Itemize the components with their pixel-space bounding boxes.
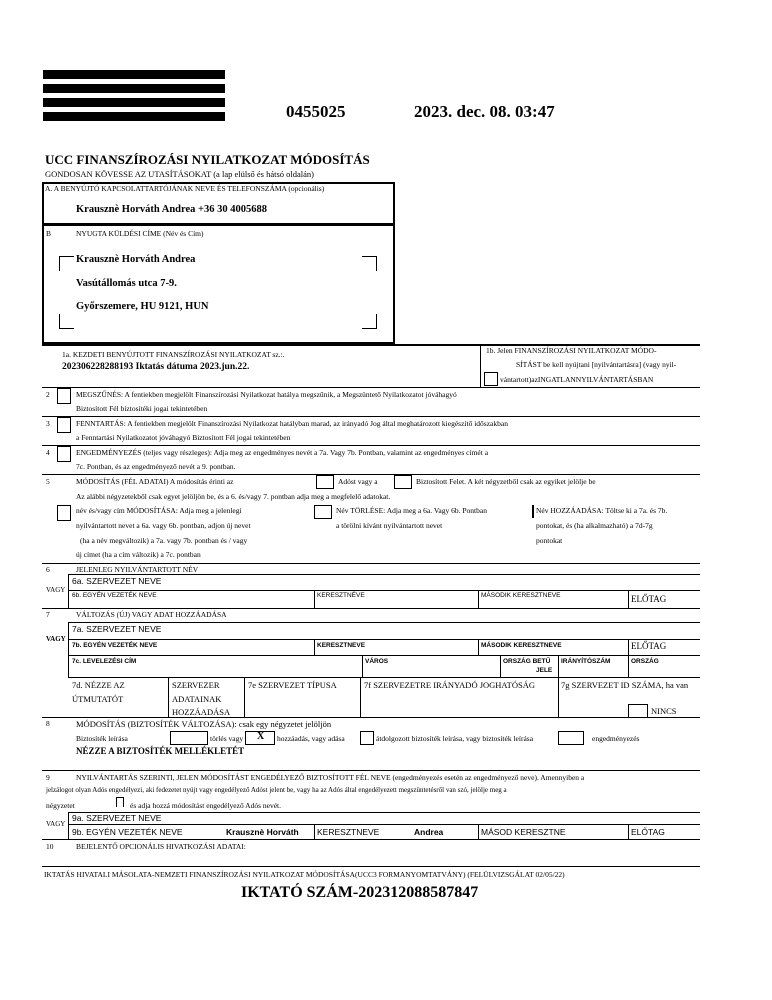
s1b-line3: vántartott)azINGATLANNYILVÁNTARTÁSBAN — [500, 375, 654, 384]
s7d-label: 7d. NÉZZE AZ — [72, 680, 125, 690]
s4-line2: 7c. Pontban, és az engedményező nevét a 9. pontban. — [76, 462, 236, 471]
s1b-line2: SÍTÁST be kell nyújtani [nyilvántartásra] (vagy nyil- — [516, 360, 677, 369]
divider — [68, 590, 700, 591]
s7-firstname-label: KERESZTNEVE — [317, 642, 366, 649]
section-number: 7 — [46, 610, 50, 619]
s9b-value: Krausznè Horváth — [226, 827, 299, 837]
s7-label: VÁLTOZÁS (ÚJ) VAGY ADAT HOZZÁADÁSA — [76, 610, 227, 619]
debtor-checkbox[interactable] — [316, 475, 334, 489]
divider — [628, 824, 629, 839]
mailing-name: Krausznè Horváth Andrea — [76, 254, 196, 265]
s6-label: JELENLEG NYILVÁNTARTOTT NÉV — [76, 565, 199, 574]
contact-value: Krausznè Horváth Andrea +36 30 4005688 — [76, 204, 267, 215]
divider — [360, 677, 361, 717]
divider — [244, 677, 245, 717]
corner-mark — [59, 256, 74, 271]
add-name-checkbox[interactable] — [532, 505, 534, 518]
section-number: 8 — [46, 719, 50, 728]
s7-org-info-label: SZERVEZER — [172, 680, 220, 690]
section-number: 4 — [46, 448, 50, 457]
s5-mod-line: név és/vagy cím MÓDOSÍTÁSA: Adja meg a jelenlegi — [76, 506, 242, 515]
section-number: 5 — [46, 477, 50, 486]
s5-del-line: Név TÖRLÉSE: Adja meg a 6a. Vagy 6b. Pontban — [336, 506, 487, 515]
change-name-checkbox[interactable] — [57, 505, 71, 521]
secured-party-checkbox[interactable] — [394, 475, 412, 489]
divider — [628, 639, 629, 655]
divider — [478, 590, 479, 608]
section-number: 3 — [46, 419, 50, 428]
s5-del-line: a törölni kívánt nyilvántartott nevet — [336, 521, 443, 530]
s8-collateral-label: Biztosíték leírása — [76, 734, 128, 743]
divider — [42, 416, 700, 417]
s9-line: NYILVÁNTARTÁS SZERINTI, JELEN MÓDOSÍTÁST ENGEDÉLYEZŐ BIZTOSÍTOTT FÉL NEVE (engedményezés esetén az engedményező neve). Amennyiben a — [76, 773, 585, 782]
section-number: 10 — [46, 842, 54, 851]
assignment-checkbox[interactable] — [57, 446, 71, 462]
corner-mark — [59, 314, 74, 329]
divider — [478, 824, 479, 839]
s7-org-info-label: HOZZÁADÁSA — [172, 707, 231, 717]
restated-collateral-checkbox[interactable] — [360, 731, 374, 745]
delete-collateral-checkbox[interactable] — [170, 731, 208, 745]
s7a-label: 7a. SZERVEZET NEVE — [72, 624, 162, 634]
divider — [68, 812, 69, 839]
termination-checkbox[interactable] — [57, 388, 71, 404]
assign-collateral-checkbox[interactable] — [558, 731, 584, 745]
divider — [42, 717, 700, 718]
divider — [42, 770, 700, 771]
divider — [42, 387, 700, 388]
s5-secured: Biztosított Felet. A két négyzetből csak az egyiket jelölje be — [416, 477, 596, 486]
s9-checkbox-label: négyzetet — [46, 801, 75, 810]
s9-line: jelzálogot olyan Adós engedélyezi, aki fedezetet nyújt vagy engedélyező Adóst jelent be, vagy ha az Adós által engedélyezett megszüntetésről van szó, jelölje meg a — [46, 786, 507, 794]
s7-city-label: VÁROS — [365, 658, 389, 665]
s7b-label: 7b. EGYÉN VEZETÉK NEVE — [72, 642, 158, 649]
corner-mark — [362, 256, 377, 271]
divider — [42, 839, 700, 840]
mailing-street: Vasútállomás utca 7-9. — [76, 278, 177, 289]
divider — [68, 574, 700, 575]
s9-firstname-value: Andrea — [414, 827, 444, 837]
divider — [480, 344, 481, 387]
divider — [314, 590, 315, 608]
s5-mod-line: (ha a név megváltozik) a 7a. vagy 7b. pontban és / vagy — [80, 536, 248, 545]
divider — [42, 474, 700, 475]
filing-number: IKTATÓ SZÁM-202312088587847 — [241, 884, 479, 901]
vagy-label: VAGY — [46, 635, 66, 643]
s2-line2: Biztosított Fél biztosítéki jogai tekintetében — [76, 404, 208, 413]
section-number: 2 — [46, 390, 50, 399]
s5-mod-line: nyilvántartott nevet a 6a. vagy 6b. pontban, adjon új nevet — [76, 521, 251, 530]
s7g-label: 7g SZERVEZET ID SZÁMA, ha van — [561, 680, 689, 690]
s8-assign-label: engedményezés — [592, 734, 640, 743]
none-checkbox[interactable] — [628, 704, 648, 718]
s7-prefix-label: ELŐTAG — [631, 641, 667, 651]
form-subtitle: GONDOSAN KÖVESSE AZ UTASÍTÁSOKAT (a lap elülső és hátsó oldalán) — [45, 169, 315, 179]
divider — [68, 812, 700, 813]
mailing-letter: B — [46, 229, 52, 238]
s3-line1: FENNTARTÁS: A fentiekben megjelölt Finanszírozási Nyilatkozat hatályban marad, az irányadó Jog által meghatározott kiegészítő időszakban — [76, 419, 508, 428]
s7-statecode-label: ORSZÁG BETŰ — [503, 658, 551, 665]
s5-add-line: Név HOZZÁADÁSA: Töltse ki a 7a. és 7b. — [536, 506, 668, 515]
s9b-label: 9b. EGYÉN VEZETÉK NEVE — [72, 827, 183, 837]
divider — [628, 655, 629, 677]
s8-restated-label: átdolgozott biztosíték leírása, vagy biztosíték leírása — [376, 734, 534, 743]
s7d-label: ÚTMUTATÓT — [72, 694, 124, 704]
divider — [68, 622, 700, 623]
s9a-label: 9a. SZERVEZET NEVE — [72, 813, 162, 823]
s5-debtor: Adóst vagy a — [338, 477, 378, 486]
divider — [42, 866, 700, 867]
divider — [42, 445, 700, 446]
s1a-label: 1a. KEZDETI BENYÚJTOTT FINANSZÍROZÁSI NYILATKOZAT sz.:. — [62, 350, 285, 359]
doc-datetime: 2023. dec. 08. 03:47 — [414, 102, 555, 121]
divider — [68, 655, 700, 656]
real-estate-checkbox[interactable] — [484, 372, 498, 386]
corner-mark — [362, 314, 377, 329]
s6a-label: 6a. SZERVEZET NEVE — [72, 576, 162, 586]
s5-intro: MÓDOSÍTÁS (FÉL ADATAI) A módosítás érinti az — [76, 477, 234, 486]
s7c-label: 7c. LEVELEZÉSI CÍM — [72, 658, 137, 665]
footer-copy-line: IKTATÁS HIVATALI MÁSOLATA-NEMZETI FINANSZÍROZÁSI NYILATKOZAT MÓDOSÍTÁSA(UCC3 FORMANYOMTATVÁNY) (FELÜLVIZSGÁLAT 02/05/22) — [44, 870, 565, 879]
debtor-authorizing-checkbox[interactable] — [116, 797, 124, 807]
s7-country-label: ORSZÁG — [631, 658, 659, 665]
s5-line2: Az alábbi négyzetekből csak egyet jelöljön be, és a 6. és/vagy 7. pontban adja meg a megfelelő adatokat. — [76, 492, 391, 501]
mailing-city: Győrszemere, HU 9121, HUN — [76, 301, 209, 312]
vagy-label: VAGY — [46, 586, 66, 594]
divider — [42, 563, 700, 564]
section-number: 9 — [46, 773, 50, 782]
s7-zip-label: IRÁNYÍTÓSZÁM — [561, 658, 611, 665]
s4-line1: ENGEDMÉNYEZÉS (teljes vagy részleges): Adja meg az engedményes nevét a 7a. Vagy 7b. Pontban, valamint az engedményes címét a — [76, 448, 489, 457]
s10-label: BEJELENTŐ OPCIONÁLIS HIVATKOZÁSI ADATAI: — [76, 842, 246, 851]
s2-line1: MEGSZŰNÉS: A fentiekben megjelölt Finanszírozási Nyilatkozat hatálya megszűnik, a Megszüntető Nyilatkozatot jóváhagyó — [76, 390, 457, 399]
none-label: NINCS — [651, 706, 677, 716]
divider — [314, 639, 315, 655]
s5-add-line: pontokat, és (ha alkalmazható) a 7d-7g — [536, 521, 653, 530]
s9-prefix-label: ELŐTAG — [631, 827, 665, 837]
s8-add-label: hozzáadás, vagy adása — [277, 734, 345, 743]
s9-firstname-label: KERESZTNEVE — [317, 827, 380, 837]
s5-mod-line: új címet (ha a cím változik) a 7c. pontban — [76, 550, 201, 559]
divider — [168, 677, 169, 717]
divider — [42, 608, 700, 609]
s6-middlename-label: MÁSODIK KERESZTNEVE — [481, 592, 561, 599]
s7-org-info-label: ADATAINAK — [172, 694, 222, 704]
s1a-value: 202306228288193 Iktatás dátuma 2023.jun.22. — [62, 362, 250, 372]
mailing-label: NYUGTA KÜLDÉSI CÍME (Név és Cím) — [76, 229, 204, 238]
s7-middlename-label: MÁSODIK KERESZTNEVE — [481, 642, 562, 649]
s8-label: MÓDOSÍTÁS (BIZTOSÍTÉK VÁLTOZÁSA): csak egy négyzetet jelöljön — [76, 719, 332, 729]
divider — [68, 824, 700, 825]
s1b-line1: 1b. Jelen FINANSZÍROZÁSI NYILATKOZAT MÓDO- — [486, 346, 657, 355]
vagy-label: VAGY — [46, 820, 66, 828]
divider — [68, 622, 69, 677]
s3-line2: a Fenntartási Nyilatkozatot jóváhagyó Biztosított Fél jogai tekintetében — [76, 433, 291, 442]
divider — [314, 824, 315, 839]
delete-name-checkbox[interactable] — [314, 505, 332, 519]
divider — [558, 655, 559, 677]
divider — [478, 639, 479, 655]
add-collateral-x-mark: X — [257, 731, 265, 742]
s7e-label: 7e SZERVEZET TÍPUSA — [248, 680, 337, 690]
s5-add-line: pontokat — [536, 536, 563, 545]
s9-line: és adja hozzá módosítást engedélyező Adós nevét. — [130, 801, 281, 810]
divider — [68, 639, 700, 640]
s6-firstname-label: KERESZTNÉVE — [317, 592, 365, 599]
divider — [500, 655, 501, 677]
divider — [68, 677, 700, 678]
s8-delete-label: törlés vagy — [210, 734, 244, 743]
divider — [68, 574, 69, 608]
s7f-label: 7f SZERVEZETRE IRÁNYADÓ JOGHATÓSÁG — [364, 680, 535, 690]
form-title: UCC FINANSZÍROZÁSI NYILATKOZAT MÓDOSÍTÁS — [45, 152, 370, 167]
s8-attachment-note: NÉZZE A BIZTOSÍTÉK MELLÉKLETÉT — [76, 746, 245, 756]
continuation-checkbox[interactable] — [57, 417, 71, 433]
divider — [628, 590, 629, 608]
divider — [362, 655, 363, 677]
contact-label: A. A BENYÚJTÓ KAPCSOLATTARTÓJÁNAK NEVE ÉS TELEFONSZÁMA (opcionális) — [45, 184, 325, 193]
section-number: 6 — [46, 565, 50, 574]
s9-middlename-label: MÁSOD KERESZTNE — [481, 827, 566, 837]
divider — [558, 677, 559, 717]
s7-statecode-label: JELE — [536, 667, 553, 674]
s6-prefix-label: ELŐTAG — [631, 594, 667, 604]
doc-number: 0455025 — [286, 102, 346, 121]
s6b-label: 6b. EGYÉN VEZETÉK NEVE — [72, 592, 157, 599]
